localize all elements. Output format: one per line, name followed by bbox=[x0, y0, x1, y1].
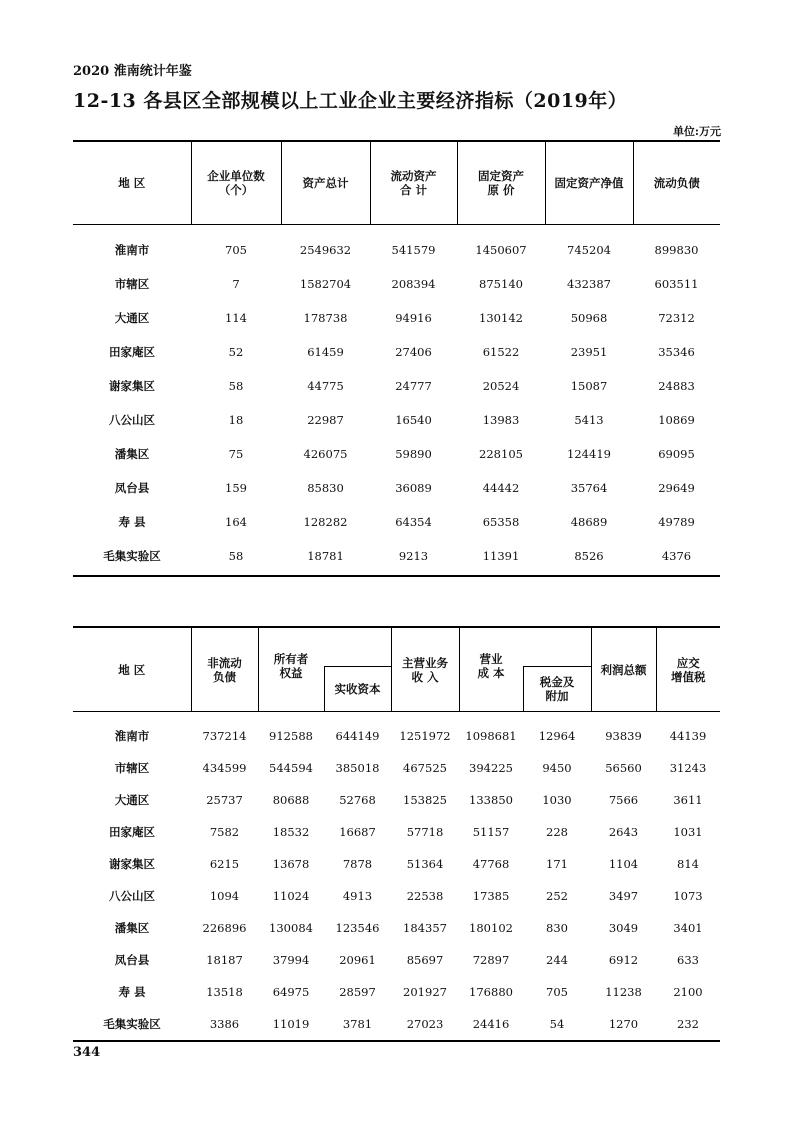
cell-current_assets: 59890 bbox=[395, 447, 432, 461]
table-title: 12-13 各县区全部规模以上工业企业主要经济指标（2019年） bbox=[73, 90, 628, 112]
cell-revenue: 22538 bbox=[406, 889, 444, 903]
cell-equity: 13678 bbox=[272, 857, 310, 871]
cell-current_assets: 16540 bbox=[395, 413, 432, 427]
unit-label: 单位:万元 bbox=[672, 125, 721, 138]
cell-equity: 64975 bbox=[272, 985, 310, 999]
cell-total_assets: 61459 bbox=[307, 345, 344, 359]
cell-enterprises: 75 bbox=[228, 447, 244, 461]
cell-current_liabilities: 4376 bbox=[661, 549, 692, 563]
cell-fixed_assets_net: 50968 bbox=[570, 311, 608, 325]
table-row bbox=[73, 848, 720, 880]
page-number: 344 bbox=[73, 1045, 101, 1060]
cell-fixed_assets_orig: 20524 bbox=[482, 379, 520, 393]
cell-region: 寿 县 bbox=[118, 515, 146, 529]
liabilities-profit-table bbox=[73, 626, 720, 1042]
cell-current_assets: 27406 bbox=[395, 345, 432, 359]
cell-enterprises: 18 bbox=[228, 413, 244, 427]
cell-cost: 24416 bbox=[472, 1017, 510, 1031]
header-noncurrent-liabilities: 非流动 负债 bbox=[191, 627, 258, 712]
cell-fixed_assets_net: 15087 bbox=[570, 379, 608, 393]
cell-fixed_assets_net: 8526 bbox=[574, 549, 604, 563]
cell-enterprises: 58 bbox=[228, 379, 244, 393]
cell-profit: 1104 bbox=[608, 857, 639, 871]
cell-cost: 17385 bbox=[472, 889, 510, 903]
cell-fixed_assets_orig: 228105 bbox=[479, 447, 523, 461]
cell-vat: 3611 bbox=[673, 793, 703, 807]
cell-fixed_assets_net: 124419 bbox=[567, 447, 611, 461]
cell-current_liabilities: 35346 bbox=[658, 345, 695, 359]
table-row bbox=[73, 712, 720, 753]
cell-noncurrent: 13518 bbox=[206, 985, 243, 999]
table-row bbox=[73, 369, 720, 403]
cell-noncurrent: 18187 bbox=[206, 953, 243, 967]
cell-fixed_assets_orig: 11391 bbox=[482, 549, 520, 563]
cell-fixed_assets_orig: 13983 bbox=[482, 413, 520, 427]
table-row bbox=[73, 539, 720, 576]
cell-vat: 633 bbox=[677, 953, 699, 967]
cell-total_assets: 128282 bbox=[303, 515, 348, 529]
cell-equity: 544594 bbox=[269, 761, 313, 775]
cell-profit: 1270 bbox=[608, 1017, 639, 1031]
cell-equity: 37994 bbox=[272, 953, 310, 967]
table-row bbox=[73, 752, 720, 784]
cell-current_liabilities: 49789 bbox=[658, 515, 695, 529]
cell-tax: 1030 bbox=[542, 793, 572, 807]
header-main-revenue: 主营业务 收 入 bbox=[391, 627, 459, 712]
header-current-assets: 流动资产 合 计 bbox=[370, 141, 457, 225]
cell-noncurrent: 737214 bbox=[202, 729, 247, 743]
cell-vat: 31243 bbox=[669, 761, 707, 775]
cell-fixed_assets_net: 5413 bbox=[574, 413, 604, 427]
cell-fixed_assets_net: 48689 bbox=[570, 515, 608, 529]
cell-enterprises: 159 bbox=[225, 481, 247, 495]
table-row bbox=[73, 1008, 720, 1041]
cell-fixed_assets_net: 23951 bbox=[570, 345, 608, 359]
cell-paidin: 3781 bbox=[342, 1017, 373, 1031]
header-region: 地 区 bbox=[73, 141, 191, 225]
cell-total_assets: 44775 bbox=[307, 379, 344, 393]
cell-tax: 12964 bbox=[538, 729, 576, 743]
cell-fixed_assets_net: 745204 bbox=[567, 243, 611, 257]
cell-enterprises: 7 bbox=[232, 277, 240, 291]
cell-paidin: 123546 bbox=[335, 921, 380, 935]
header-owners-equity: 所有者 权益 bbox=[258, 627, 324, 712]
cell-current_liabilities: 72312 bbox=[658, 311, 695, 325]
cell-current_liabilities: 24883 bbox=[658, 379, 695, 393]
cell-total_assets: 2549632 bbox=[299, 243, 352, 257]
cell-paidin: 52768 bbox=[339, 793, 376, 807]
cell-revenue: 1251972 bbox=[399, 729, 451, 743]
table-row bbox=[73, 912, 720, 944]
cell-vat: 3401 bbox=[673, 921, 703, 935]
cell-profit: 7566 bbox=[608, 793, 639, 807]
table-row bbox=[73, 267, 720, 301]
table-row bbox=[73, 816, 720, 848]
header-operating-cost: 营业 成 本 bbox=[459, 627, 523, 712]
cell-vat: 1031 bbox=[673, 825, 703, 839]
cell-region: 凤台县 bbox=[114, 481, 150, 495]
header-enterprises: 企业单位数 （个） bbox=[191, 141, 281, 225]
cell-fixed_assets_orig: 61522 bbox=[482, 345, 520, 359]
table-row bbox=[73, 403, 720, 437]
cell-region: 潘集区 bbox=[114, 921, 150, 935]
cell-cost: 133850 bbox=[469, 793, 513, 807]
cell-enterprises: 52 bbox=[228, 345, 244, 359]
cell-current_assets: 541579 bbox=[391, 243, 436, 257]
book-title: 2020 淮南统计年鉴 bbox=[73, 64, 192, 79]
cell-current_liabilities: 10869 bbox=[658, 413, 695, 427]
cell-equity: 912588 bbox=[269, 729, 313, 743]
cell-enterprises: 58 bbox=[228, 549, 244, 563]
cell-cost: 180102 bbox=[469, 921, 513, 935]
cell-vat: 232 bbox=[677, 1017, 699, 1031]
cell-region: 市辖区 bbox=[114, 761, 150, 775]
cell-current_assets: 64354 bbox=[395, 515, 432, 529]
cell-revenue: 184357 bbox=[403, 921, 447, 935]
cell-noncurrent: 6215 bbox=[209, 857, 240, 871]
cell-enterprises: 705 bbox=[225, 243, 247, 257]
cell-region: 淮南市 bbox=[114, 729, 150, 743]
header-spacer bbox=[324, 627, 391, 667]
cell-profit: 3049 bbox=[608, 921, 639, 935]
cell-current_assets: 94916 bbox=[395, 311, 432, 325]
cell-region: 寿 县 bbox=[118, 985, 146, 999]
cell-tax: 830 bbox=[546, 921, 568, 935]
cell-region: 谢家集区 bbox=[109, 379, 155, 393]
table-row bbox=[73, 335, 720, 369]
cell-noncurrent: 25737 bbox=[206, 793, 243, 807]
cell-region: 大通区 bbox=[114, 793, 150, 807]
cell-region: 凤台县 bbox=[114, 953, 150, 967]
cell-revenue: 51364 bbox=[406, 857, 444, 871]
cell-noncurrent: 226896 bbox=[202, 921, 247, 935]
cell-tax: 171 bbox=[546, 857, 568, 871]
cell-paidin: 28597 bbox=[339, 985, 376, 999]
cell-revenue: 85697 bbox=[406, 953, 444, 967]
table-row bbox=[73, 471, 720, 505]
header-taxes-surcharges: 税金及 附加 bbox=[523, 667, 591, 712]
cell-equity: 130084 bbox=[269, 921, 313, 935]
cell-region: 八公山区 bbox=[109, 889, 155, 903]
cell-total_assets: 18781 bbox=[307, 549, 344, 563]
cell-region: 田家庵区 bbox=[109, 345, 155, 359]
cell-current_liabilities: 899830 bbox=[654, 243, 699, 257]
cell-current_assets: 9213 bbox=[398, 549, 429, 563]
header-current-liabilities: 流动负债 bbox=[633, 141, 720, 225]
cell-total_assets: 22987 bbox=[307, 413, 344, 427]
cell-total_assets: 85830 bbox=[307, 481, 344, 495]
cell-current_assets: 24777 bbox=[395, 379, 432, 393]
cell-region: 淮南市 bbox=[114, 243, 150, 257]
table-row bbox=[73, 301, 720, 335]
cell-cost: 394225 bbox=[469, 761, 513, 775]
cell-cost: 176880 bbox=[469, 985, 513, 999]
table-row bbox=[73, 225, 720, 268]
cell-noncurrent: 434599 bbox=[202, 761, 247, 775]
cell-fixed_assets_orig: 875140 bbox=[479, 277, 523, 291]
cell-region: 大通区 bbox=[114, 311, 150, 325]
header-vat-payable: 应交 增值税 bbox=[656, 627, 720, 712]
cell-cost: 47768 bbox=[472, 857, 510, 871]
cell-revenue: 27023 bbox=[406, 1017, 444, 1031]
cell-profit: 11238 bbox=[605, 985, 642, 999]
cell-vat: 44139 bbox=[669, 729, 707, 743]
cell-paidin: 4913 bbox=[342, 889, 373, 903]
table-row bbox=[73, 784, 720, 816]
cell-noncurrent: 3386 bbox=[209, 1017, 240, 1031]
cell-fixed_assets_orig: 130142 bbox=[479, 311, 523, 325]
cell-current_liabilities: 29649 bbox=[658, 481, 695, 495]
cell-fixed_assets_orig: 65358 bbox=[482, 515, 520, 529]
cell-revenue: 201927 bbox=[403, 985, 447, 999]
cell-tax: 705 bbox=[546, 985, 568, 999]
cell-equity: 80688 bbox=[272, 793, 310, 807]
cell-vat: 1073 bbox=[673, 889, 703, 903]
table-row bbox=[73, 976, 720, 1008]
cell-enterprises: 164 bbox=[225, 515, 247, 529]
cell-paidin: 385018 bbox=[335, 761, 380, 775]
header-paid-in-capital: 实收资本 bbox=[324, 667, 391, 712]
cell-profit: 3497 bbox=[608, 889, 639, 903]
header-total-assets: 资产总计 bbox=[281, 141, 370, 225]
cell-current_liabilities: 603511 bbox=[654, 277, 699, 291]
header-region: 地 区 bbox=[73, 627, 191, 712]
header-total-profit: 利润总额 bbox=[591, 627, 656, 712]
cell-enterprises: 114 bbox=[225, 311, 247, 325]
table-row bbox=[73, 437, 720, 471]
cell-fixed_assets_orig: 1450607 bbox=[475, 243, 527, 257]
cell-region: 市辖区 bbox=[114, 277, 150, 291]
cell-region: 八公山区 bbox=[109, 413, 155, 427]
table-row bbox=[73, 880, 720, 912]
cell-paidin: 20961 bbox=[339, 953, 376, 967]
cell-tax: 228 bbox=[546, 825, 568, 839]
cell-equity: 18532 bbox=[272, 825, 310, 839]
cell-tax: 54 bbox=[549, 1017, 565, 1031]
cell-vat: 2100 bbox=[673, 985, 703, 999]
cell-fixed_assets_orig: 44442 bbox=[482, 481, 520, 495]
cell-paidin: 7878 bbox=[342, 857, 373, 871]
cell-region: 毛集实验区 bbox=[103, 549, 161, 563]
header-fixed-assets-net: 固定资产净值 bbox=[545, 141, 633, 225]
cell-tax: 9450 bbox=[542, 761, 572, 775]
cell-region: 田家庵区 bbox=[109, 825, 155, 839]
header-fixed-assets-original: 固定资产 原 价 bbox=[457, 141, 545, 225]
assets-table bbox=[73, 140, 720, 577]
cell-cost: 51157 bbox=[472, 825, 510, 839]
cell-fixed_assets_net: 432387 bbox=[567, 277, 611, 291]
cell-profit: 2643 bbox=[608, 825, 639, 839]
cell-equity: 11024 bbox=[272, 889, 310, 903]
cell-current_assets: 36089 bbox=[395, 481, 432, 495]
cell-vat: 814 bbox=[677, 857, 699, 871]
cell-region: 谢家集区 bbox=[109, 857, 155, 871]
cell-profit: 93839 bbox=[605, 729, 642, 743]
table-row bbox=[73, 505, 720, 539]
cell-total_assets: 178738 bbox=[303, 311, 348, 325]
cell-revenue: 57718 bbox=[406, 825, 444, 839]
cell-revenue: 153825 bbox=[403, 793, 447, 807]
cell-cost: 72897 bbox=[472, 953, 510, 967]
cell-profit: 6912 bbox=[608, 953, 639, 967]
cell-region: 潘集区 bbox=[114, 447, 150, 461]
cell-cost: 1098681 bbox=[465, 729, 517, 743]
cell-total_assets: 426075 bbox=[303, 447, 348, 461]
cell-current_liabilities: 69095 bbox=[658, 447, 695, 461]
cell-noncurrent: 7582 bbox=[209, 825, 240, 839]
cell-tax: 252 bbox=[546, 889, 568, 903]
cell-fixed_assets_net: 35764 bbox=[570, 481, 608, 495]
table-row bbox=[73, 944, 720, 976]
cell-tax: 244 bbox=[546, 953, 568, 967]
cell-equity: 11019 bbox=[272, 1017, 310, 1031]
cell-noncurrent: 1094 bbox=[209, 889, 240, 903]
header-spacer bbox=[523, 627, 591, 667]
cell-total_assets: 1582704 bbox=[299, 277, 352, 291]
cell-paidin: 16687 bbox=[339, 825, 376, 839]
cell-revenue: 467525 bbox=[403, 761, 447, 775]
cell-region: 毛集实验区 bbox=[103, 1017, 161, 1031]
cell-profit: 56560 bbox=[605, 761, 642, 775]
cell-paidin: 644149 bbox=[335, 729, 380, 743]
cell-current_assets: 208394 bbox=[391, 277, 436, 291]
